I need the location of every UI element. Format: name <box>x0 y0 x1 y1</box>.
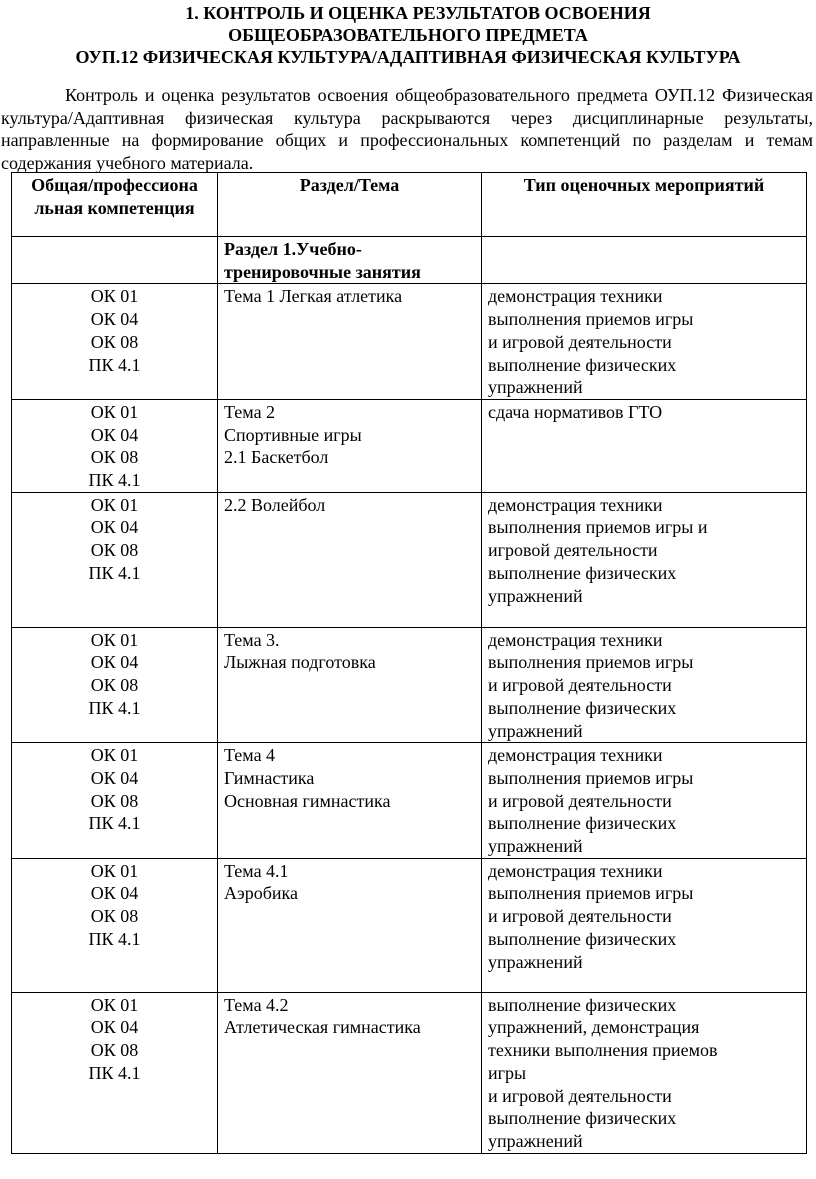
competence-line: ПК 4.1 <box>88 928 141 949</box>
assessment-cell <box>482 399 807 492</box>
assessment-line: выполнения приемов игры <box>488 883 694 904</box>
competence-line: ОК 08 <box>90 1040 139 1061</box>
competence-line: ОК 01 <box>90 401 139 422</box>
topic-cell <box>218 492 482 627</box>
table-row <box>12 627 807 743</box>
assessment-line: демонстрация техники <box>488 286 663 307</box>
competence-cell <box>12 492 218 627</box>
topic-line: 2.2 Волейбол <box>224 494 326 515</box>
competence-line: ОК 01 <box>90 994 139 1015</box>
topic-line: Основная гимнастика <box>224 790 391 811</box>
table-row <box>12 743 807 859</box>
header-assessment <box>482 173 807 237</box>
competence-line: ОК 01 <box>90 286 139 307</box>
topic-cell <box>218 992 482 1153</box>
assessment-line: выполнение физических <box>488 697 677 718</box>
assessment-cell <box>482 858 807 992</box>
competence-cell <box>12 992 218 1153</box>
topic-line: Аэробика <box>224 883 298 904</box>
assessment-line: демонстрация техники <box>488 629 663 650</box>
competence-line: ОК 04 <box>90 652 139 673</box>
topic-line: Тема 4.1 <box>224 860 289 881</box>
assessment-line: выполнения приемов игры <box>488 309 694 330</box>
assessment-line: техники выполнения приемов <box>488 1040 718 1061</box>
assessment-cell <box>482 284 807 400</box>
assessment-line: выполнение физических <box>488 928 677 949</box>
assessment-table <box>11 172 807 1154</box>
header-text: Раздел/Тема <box>299 175 400 195</box>
competence-line: ПК 4.1 <box>88 1062 141 1083</box>
competence-line: ПК 4.1 <box>88 697 141 718</box>
topic-line: Гимнастика <box>224 767 315 788</box>
competence-line: ОК 04 <box>90 309 139 330</box>
competence-line: ПК 4.1 <box>88 813 141 834</box>
topic-line: Тема 4.2 <box>224 994 289 1015</box>
assessment-line: упражнений <box>488 836 583 857</box>
title-line-1: 1. КОНТРОЛЬ И ОЦЕНКА РЕЗУЛЬТАТОВ ОСВОЕНИЯ <box>185 3 651 23</box>
topic-line: Тема 1 Легкая атлетика <box>224 286 403 307</box>
competence-cell <box>12 858 218 992</box>
empty-cell <box>482 237 807 284</box>
section-text: Раздел 1.Учебно- <box>224 239 362 259</box>
section-row <box>12 237 807 284</box>
assessment-line: упражнений <box>488 585 583 606</box>
topic-cell <box>218 399 482 492</box>
assessment-cell <box>482 627 807 743</box>
competence-line: ОК 08 <box>90 331 139 352</box>
competence-line: ПК 4.1 <box>88 562 141 583</box>
topic-line: 2.1 Баскетбол <box>224 447 329 468</box>
header-text: Тип оценочных мероприятий <box>523 175 765 195</box>
competence-cell <box>12 399 218 492</box>
competence-line: ОК 08 <box>90 447 139 468</box>
competence-cell <box>12 627 218 743</box>
competence-line: ПК 4.1 <box>88 354 141 375</box>
competence-line: ОК 01 <box>90 629 139 650</box>
competence-line: ОК 08 <box>90 790 139 811</box>
competence-line: ОК 01 <box>90 494 139 515</box>
competence-line: ОК 01 <box>90 860 139 881</box>
competence-line: ОК 04 <box>90 1017 139 1038</box>
assessment-line: выполнения приемов игры <box>488 652 694 673</box>
assessment-cell <box>482 492 807 627</box>
assessment-line: упражнений <box>488 720 583 741</box>
assessment-line: демонстрация техники <box>488 494 663 515</box>
competence-line: ОК 08 <box>90 540 139 561</box>
assessment-line: выполнение физических <box>488 994 677 1015</box>
assessment-line: и игровой деятельности <box>488 906 672 927</box>
competence-cell <box>12 743 218 859</box>
topic-cell <box>218 627 482 743</box>
header-text: Общая/профессиона <box>31 175 198 195</box>
empty-cell <box>12 237 218 284</box>
table-row <box>12 492 807 627</box>
competence-line: ОК 04 <box>90 767 139 788</box>
table-row <box>12 399 807 492</box>
assessment-line: выполнение физических <box>488 354 677 375</box>
competence-cell <box>12 284 218 400</box>
assessment-line: и игровой деятельности <box>488 1085 672 1106</box>
topic-line: Лыжная подготовка <box>224 652 376 673</box>
competence-line: ОК 08 <box>90 675 139 696</box>
topic-cell <box>218 284 482 400</box>
assessment-cell <box>482 743 807 859</box>
assessment-line: и игровой деятельности <box>488 331 672 352</box>
topic-cell <box>218 743 482 859</box>
topic-line: Атлетическая гимнастика <box>224 1017 421 1038</box>
assessment-line: и игровой деятельности <box>488 790 672 811</box>
assessment-line: выполнение физических <box>488 813 677 834</box>
header-competence <box>12 173 218 237</box>
assessment-line: выполнение физических <box>488 562 677 583</box>
table-header-row <box>12 173 807 237</box>
competence-line: ПК 4.1 <box>88 470 141 491</box>
competence-line: ОК 08 <box>90 906 139 927</box>
table-row <box>12 992 807 1153</box>
assessment-line: выполнения приемов игры <box>488 767 694 788</box>
competence-line: ОК 01 <box>90 745 139 766</box>
title-line-3: ОУП.12 ФИЗИЧЕСКАЯ КУЛЬТУРА/АДАПТИВНАЯ ФИЗИЧЕСКАЯ КУЛЬТУРА <box>75 47 741 67</box>
section-title <box>218 237 482 284</box>
assessment-cell <box>482 992 807 1153</box>
topic-line: Тема 3. <box>224 629 280 650</box>
assessment-line: демонстрация техники <box>488 745 663 766</box>
topic-line: Тема 4 <box>224 745 276 766</box>
competence-line: ОК 04 <box>90 883 139 904</box>
section-text: тренировочные занятия <box>224 261 421 282</box>
assessment-line: игровой деятельности <box>488 540 658 561</box>
assessment-line: упражнений <box>488 1130 583 1151</box>
table-row <box>12 858 807 992</box>
table-row <box>12 284 807 400</box>
assessment-line: сдача нормативов ГТО <box>488 401 663 422</box>
assessment-line: выполнение физических <box>488 1108 677 1129</box>
assessment-line: и игровой деятельности <box>488 675 672 696</box>
topic-cell <box>218 858 482 992</box>
title-line-2: ОБЩЕОБРАЗОВАТЕЛЬНОГО ПРЕДМЕТА <box>228 25 588 45</box>
competence-line: ОК 04 <box>90 517 139 538</box>
assessment-line: упражнений <box>488 377 583 398</box>
header-text: льная компетенция <box>34 197 195 218</box>
assessment-line: упражнений <box>488 951 583 972</box>
assessment-line: упражнений, демонстрация <box>488 1017 700 1038</box>
topic-line: Спортивные игры <box>224 424 362 445</box>
intro-paragraph: Контроль и оценка результатов освоения общеобразовательного предмета ОУП.12 Физическая культура/Адаптивная физическая культура раскрываются через дисциплинарные результаты, направленные на формирование общих и профессиональных компетенций по разделам и темам содержания учебного материала. <box>1 85 813 173</box>
assessment-line: демонстрация техники <box>488 860 663 881</box>
competence-line: ОК 04 <box>90 424 139 445</box>
header-topic <box>218 173 482 237</box>
assessment-line: выполнения приемов игры и <box>488 517 708 538</box>
assessment-line: игры <box>488 1062 527 1083</box>
topic-line: Тема 2 <box>224 401 276 422</box>
